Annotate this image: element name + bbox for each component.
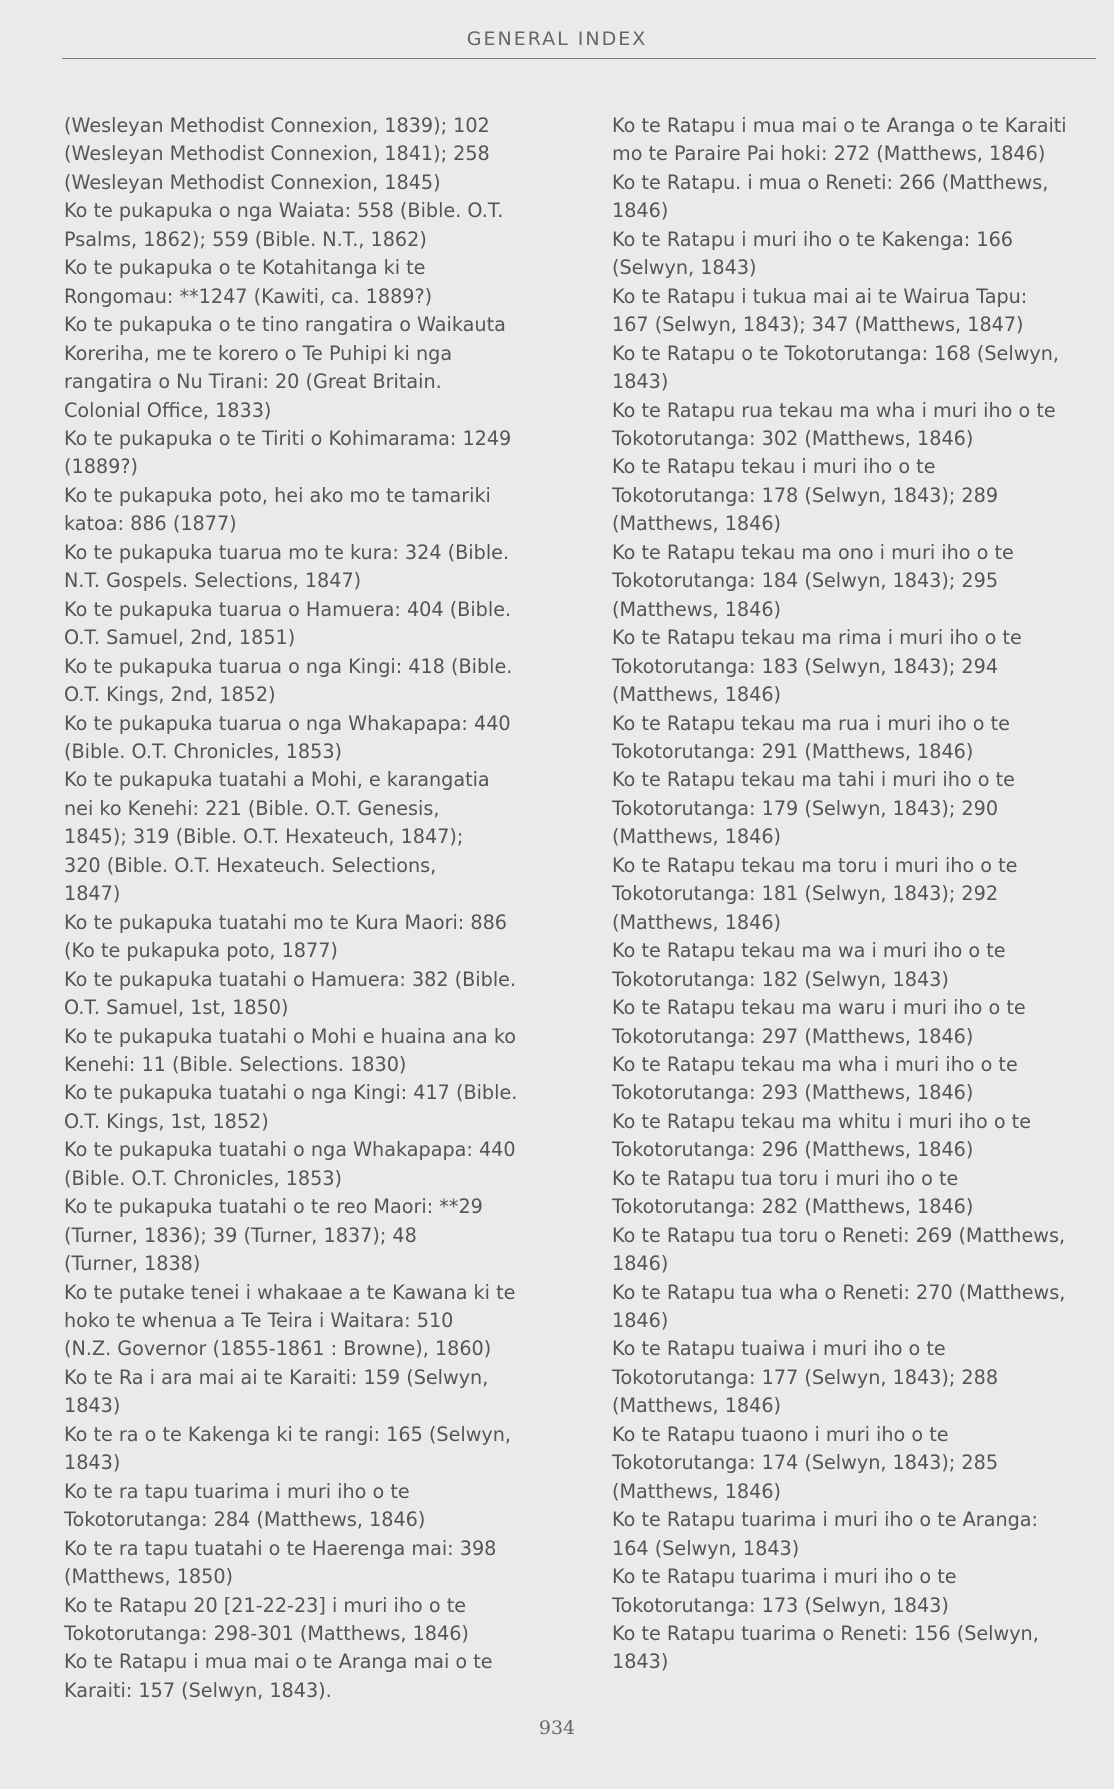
index-entry-line: Ko te pukapuka tuarua o nga Whakapapa: 440 bbox=[64, 711, 511, 735]
index-entry-line: Ko te pukapuka poto, hei ako mo te tamariki bbox=[64, 483, 491, 507]
index-entry bbox=[64, 1592, 550, 1649]
index-entry bbox=[64, 966, 550, 1023]
index-entry-line: Ko te Ratapu tuarima i muri iho o te Aranga: bbox=[612, 1508, 1039, 1532]
index-entry-line: (Bible. O.T. Chronicles, 1853) bbox=[64, 739, 343, 763]
index-entry bbox=[612, 1563, 1100, 1620]
index-entry-line: (Wesleyan Methodist Connexion, 1839); 102 bbox=[64, 114, 490, 137]
index-entry-line: Ko te Ratapu i muri iho o te Kakenga: 166 bbox=[612, 227, 1013, 251]
index-entry-line: (Matthews, 1850) bbox=[64, 1565, 234, 1589]
index-entry-line: Ko te Ratapu i mua mai o te Aranga mai o te bbox=[64, 1650, 493, 1674]
index-entry bbox=[612, 453, 1100, 538]
index-entry-line: Ko te pukapuka o te tino rangatira o Waikauta bbox=[64, 313, 506, 337]
index-entry bbox=[64, 112, 550, 197]
index-entry-line: 1843) bbox=[612, 370, 669, 394]
index-entry-line: Ko te Ratapu tekau ma ono i muri iho o te bbox=[612, 540, 1014, 564]
index-entry-line: 1846) bbox=[612, 1252, 669, 1276]
index-entry-line: Ko te pukapuka tuarua mo te kura: 324 (Bible. bbox=[64, 540, 510, 564]
index-entry-line: N.T. Gospels. Selections, 1847) bbox=[64, 569, 362, 593]
index-entry bbox=[612, 1279, 1100, 1336]
index-entry-line: Ko te Ratapu tekau ma waru i muri iho o te bbox=[612, 996, 1026, 1020]
index-entry-line: Ko te Ratapu tekau ma rua i muri iho o te bbox=[612, 711, 1010, 735]
index-entry-line: O.T. Samuel, 2nd, 1851) bbox=[64, 626, 296, 650]
index-entry-line: Kenehi: 11 (Bible. Selections. 1830) bbox=[64, 1052, 407, 1076]
index-entry-line: (Matthews, 1846) bbox=[612, 825, 782, 849]
index-entry-line: rangatira o Nu Tirani: 20 (Great Britain. bbox=[64, 370, 442, 394]
index-entry-line: 1843) bbox=[612, 1650, 669, 1674]
index-entry-line: (Matthews, 1846) bbox=[612, 1394, 782, 1418]
index-entry-line: O.T. Samuel, 1st, 1850) bbox=[64, 996, 289, 1020]
running-header: GENERAL INDEX bbox=[466, 28, 648, 50]
index-entry bbox=[64, 1478, 550, 1535]
index-entry-line: Ko te Ratapu tekau ma wa i muri iho o te bbox=[612, 939, 1006, 963]
index-entry-line: Rongomau: **1247 (Kawiti, ca. 1889?) bbox=[64, 284, 433, 308]
index-entry-line: Ko te Ratapu rua tekau ma wha i muri iho o te bbox=[612, 398, 1056, 422]
index-entry-line: (Selwyn, 1843) bbox=[612, 256, 757, 280]
index-entry-line: (N.Z. Governor (1855-1861 : Browne), 1860) bbox=[64, 1337, 492, 1361]
header-rule bbox=[62, 58, 1096, 59]
index-entry-line: Tokotorutanga: 183 (Selwyn, 1843); 294 bbox=[612, 654, 999, 678]
index-entry-line: Ko te Ratapu o te Tokotorutanga: 168 (Selwyn, bbox=[612, 341, 1059, 365]
index-entry bbox=[64, 254, 550, 311]
index-entry-line: (1889?) bbox=[64, 455, 138, 479]
index-entry-line: Tokotorutanga: 174 (Selwyn, 1843); 285 bbox=[612, 1451, 999, 1475]
index-entry bbox=[612, 539, 1100, 624]
index-entry-line: (Bible. O.T. Chronicles, 1853) bbox=[64, 1166, 343, 1190]
index-entry-line: Ko te Ratapu i mua mai o te Aranga o te Karaiti bbox=[612, 114, 1067, 137]
index-entry-line: Ko te pukapuka tuatahi mo te Kura Maori: 886 bbox=[64, 910, 507, 934]
index-column-right bbox=[612, 112, 1100, 1677]
index-entry-line: (Matthews, 1846) bbox=[612, 683, 782, 707]
index-entry bbox=[612, 710, 1100, 767]
index-entry-line: Ko te Ra i ara mai ai te Karaiti: 159 (Selwyn, bbox=[64, 1365, 489, 1389]
index-entry-line: Ko te Ratapu tekau ma rima i muri iho o te bbox=[612, 626, 1022, 650]
index-entry bbox=[612, 937, 1100, 994]
index-entry bbox=[612, 994, 1100, 1051]
index-entry-line: Ko te Ratapu tua wha o Reneti: 270 (Matthews, bbox=[612, 1280, 1066, 1304]
index-entry bbox=[64, 596, 550, 653]
index-entry-line: Colonial Office, 1833) bbox=[64, 398, 272, 422]
index-entry bbox=[612, 1421, 1100, 1506]
index-entry bbox=[612, 624, 1100, 709]
index-entry-line: (Matthews, 1846) bbox=[612, 910, 782, 934]
index-entry-line: Ko te ra tapu tuarima i muri iho o te bbox=[64, 1479, 410, 1503]
index-entry bbox=[612, 1620, 1100, 1677]
index-entry bbox=[64, 710, 550, 767]
index-entry bbox=[64, 482, 550, 539]
index-entry-line: 1845); 319 (Bible. O.T. Hexateuch, 1847); bbox=[64, 825, 464, 849]
index-entry-line: Ko te Ratapu i tukua mai ai te Wairua Tapu: bbox=[612, 284, 1028, 308]
index-entry-line: Tokotorutanga: 282 (Matthews, 1846) bbox=[612, 1195, 974, 1219]
index-entry bbox=[64, 539, 550, 596]
index-entry-line: Tokotorutanga: 297 (Matthews, 1846) bbox=[612, 1024, 974, 1048]
index-entry bbox=[612, 1222, 1100, 1279]
index-entry-line: Ko te ra tapu tuatahi o te Haerenga mai: 398 bbox=[64, 1536, 497, 1560]
index-entry-line: O.T. Kings, 1st, 1852) bbox=[64, 1109, 269, 1133]
page-number: 934 bbox=[538, 1717, 576, 1739]
index-entry-line: Tokotorutanga: 302 (Matthews, 1846) bbox=[612, 426, 974, 450]
index-entry bbox=[64, 425, 550, 482]
index-entry-line: Ko te Ratapu tuaono i muri iho o te bbox=[612, 1422, 949, 1446]
index-entry bbox=[64, 1364, 550, 1421]
index-entry-line: (Matthews, 1846) bbox=[612, 1479, 782, 1503]
index-entry-line: Tokotorutanga: 181 (Selwyn, 1843); 292 bbox=[612, 882, 999, 906]
index-entry-line: Ko te pukapuka tuatahi o te reo Maori: **29 bbox=[64, 1195, 483, 1219]
index-entry-line: Ko te pukapuka o nga Waiata: 558 (Bible. O.T. bbox=[64, 199, 504, 223]
index-entry bbox=[612, 1108, 1100, 1165]
index-entry bbox=[612, 1335, 1100, 1420]
index-entry-line: Tokotorutanga: 173 (Selwyn, 1843) bbox=[612, 1593, 949, 1617]
index-entry bbox=[64, 1079, 550, 1136]
index-entry-line: Tokotorutanga: 182 (Selwyn, 1843) bbox=[612, 967, 949, 991]
index-entry-line: Tokotorutanga: 177 (Selwyn, 1843); 288 bbox=[612, 1365, 999, 1389]
index-entry-line: Ko te Ratapu tekau ma toru i muri iho o te bbox=[612, 853, 1018, 877]
index-entry bbox=[612, 169, 1100, 226]
index-entry bbox=[612, 112, 1100, 169]
index-entry bbox=[64, 1193, 550, 1278]
index-entry-line: Ko te Ratapu tekau ma wha i muri iho o te bbox=[612, 1052, 1018, 1076]
index-entry-line: Ko te pukapuka tuatahi o Mohi e huaina ana ko bbox=[64, 1024, 517, 1048]
index-entry-line: Tokotorutanga: 293 (Matthews, 1846) bbox=[612, 1081, 974, 1105]
index-entry bbox=[612, 1051, 1100, 1108]
index-entry bbox=[64, 766, 550, 908]
index-entry-line: (Turner, 1836); 39 (Turner, 1837); 48 bbox=[64, 1223, 417, 1247]
index-entry-line: Ko te Ratapu 20 [21-22-23] i muri iho o te bbox=[64, 1593, 467, 1617]
index-entry bbox=[612, 852, 1100, 937]
index-entry-line: Ko te Ratapu tuarima i muri iho o te bbox=[612, 1565, 957, 1589]
index-column-left bbox=[64, 112, 550, 1705]
index-entry-line: Ko te pukapuka tuatahi o nga Whakapapa: 440 bbox=[64, 1138, 516, 1162]
index-entry-line: nei ko Kenehi: 221 (Bible. O.T. Genesis, bbox=[64, 796, 440, 820]
index-entry bbox=[64, 311, 550, 425]
index-entry bbox=[64, 1279, 550, 1364]
index-entry-line: Tokotorutanga: 296 (Matthews, 1846) bbox=[612, 1138, 974, 1162]
index-entry-line: (Wesleyan Methodist Connexion, 1841); 258 bbox=[64, 142, 490, 166]
index-entry bbox=[64, 1023, 550, 1080]
index-entry-line: 1846) bbox=[612, 199, 669, 223]
index-entry-line: Ko te Ratapu tekau ma tahi i muri iho o te bbox=[612, 768, 1015, 792]
index-entry bbox=[64, 1421, 550, 1478]
index-entry-line: mo te Paraire Pai hoki: 272 (Matthews, 1846) bbox=[612, 142, 1046, 166]
index-entry bbox=[64, 909, 550, 966]
index-entry-line: 1846) bbox=[612, 1309, 669, 1333]
index-entry-line: (Matthews, 1846) bbox=[612, 597, 782, 621]
index-entry-line: 1847) bbox=[64, 882, 121, 906]
index-entry-line: 167 (Selwyn, 1843); 347 (Matthews, 1847) bbox=[612, 313, 1024, 337]
index-entry-line: Ko te putake tenei i whakaae a te Kawana ki te bbox=[64, 1280, 516, 1304]
index-entry-line: Ko te ra o te Kakenga ki te rangi: 165 (Selwyn, bbox=[64, 1422, 512, 1446]
index-entry-line: Tokotorutanga: 298-301 (Matthews, 1846) bbox=[64, 1622, 469, 1646]
index-entry bbox=[612, 1506, 1100, 1563]
index-entry-line: Ko te pukapuka tuarua o nga Kingi: 418 (Bible. bbox=[64, 654, 513, 678]
index-entry-line: 1843) bbox=[64, 1451, 121, 1475]
index-entry bbox=[612, 340, 1100, 397]
index-entry-line: 164 (Selwyn, 1843) bbox=[612, 1536, 800, 1560]
index-entry-line: 320 (Bible. O.T. Hexateuch. Selections, bbox=[64, 853, 437, 877]
index-entry-line: Ko te pukapuka tuatahi o nga Kingi: 417 (Bible. bbox=[64, 1081, 518, 1105]
index-entry-line: hoko te whenua a Te Teira i Waitara: 510 bbox=[64, 1309, 454, 1333]
index-entry-line: Ko te Ratapu tekau i muri iho o te bbox=[612, 455, 936, 479]
index-entry-line: Koreriha, me te korero o Te Puhipi ki nga bbox=[64, 341, 453, 365]
index-entry bbox=[64, 1648, 550, 1705]
index-entry-line: Tokotorutanga: 284 (Matthews, 1846) bbox=[64, 1508, 426, 1532]
index-entry bbox=[64, 197, 550, 254]
index-entry-line: Ko te pukapuka tuarua o Hamuera: 404 (Bible. bbox=[64, 597, 512, 621]
index-entry-line: (Ko te pukapuka poto, 1877) bbox=[64, 939, 338, 963]
index-entry-line: Ko te pukapuka o te Tiriti o Kohimarama: 1249 bbox=[64, 426, 512, 450]
index-entry-line: (Matthews, 1846) bbox=[612, 512, 782, 536]
index-entry-line: Tokotorutanga: 184 (Selwyn, 1843); 295 bbox=[612, 569, 999, 593]
index-entry-line: Ko te Ratapu tuarima o Reneti: 156 (Selwyn, bbox=[612, 1622, 1039, 1646]
index-entry bbox=[64, 653, 550, 710]
index-entry bbox=[612, 283, 1100, 340]
index-entry-line: Ko te Ratapu tuaiwa i muri iho o te bbox=[612, 1337, 946, 1361]
index-entry bbox=[612, 766, 1100, 851]
index-entry-line: Ko te pukapuka tuatahi o Hamuera: 382 (Bible. bbox=[64, 967, 517, 991]
index-entry-line: Tokotorutanga: 291 (Matthews, 1846) bbox=[612, 739, 974, 763]
index-entry-line: Ko te Ratapu tua toru o Reneti: 269 (Matthews, bbox=[612, 1223, 1066, 1247]
index-entry bbox=[612, 1165, 1100, 1222]
index-entry-line: Ko te pukapuka tuatahi a Mohi, e karangatia bbox=[64, 768, 490, 792]
index-entry-line: O.T. Kings, 2nd, 1852) bbox=[64, 683, 276, 707]
index-entry-line: Psalms, 1862); 559 (Bible. N.T., 1862) bbox=[64, 227, 427, 251]
index-entry bbox=[64, 1136, 550, 1193]
index-entry-line: 1843) bbox=[64, 1394, 121, 1418]
index-entry bbox=[64, 1535, 550, 1592]
index-entry-line: Ko te Ratapu tua toru i muri iho o te bbox=[612, 1166, 959, 1190]
index-entry-line: Tokotorutanga: 178 (Selwyn, 1843); 289 bbox=[612, 483, 999, 507]
index-entry bbox=[612, 397, 1100, 454]
index-entry-line: Ko te Ratapu. i mua o Reneti: 266 (Matthews, bbox=[612, 170, 1049, 194]
index-entry bbox=[612, 226, 1100, 283]
index-entry-line: (Turner, 1838) bbox=[64, 1252, 201, 1276]
index-entry-line: Karaiti: 157 (Selwyn, 1843). bbox=[64, 1678, 332, 1702]
index-entry-line: (Wesleyan Methodist Connexion, 1845) bbox=[64, 170, 441, 194]
index-entry-line: Ko te Ratapu tekau ma whitu i muri iho o te bbox=[612, 1109, 1032, 1133]
index-entry-line: Ko te pukapuka o te Kotahitanga ki te bbox=[64, 256, 426, 280]
index-entry-line: Tokotorutanga: 179 (Selwyn, 1843); 290 bbox=[612, 796, 999, 820]
index-entry-line: katoa: 886 (1877) bbox=[64, 512, 237, 536]
